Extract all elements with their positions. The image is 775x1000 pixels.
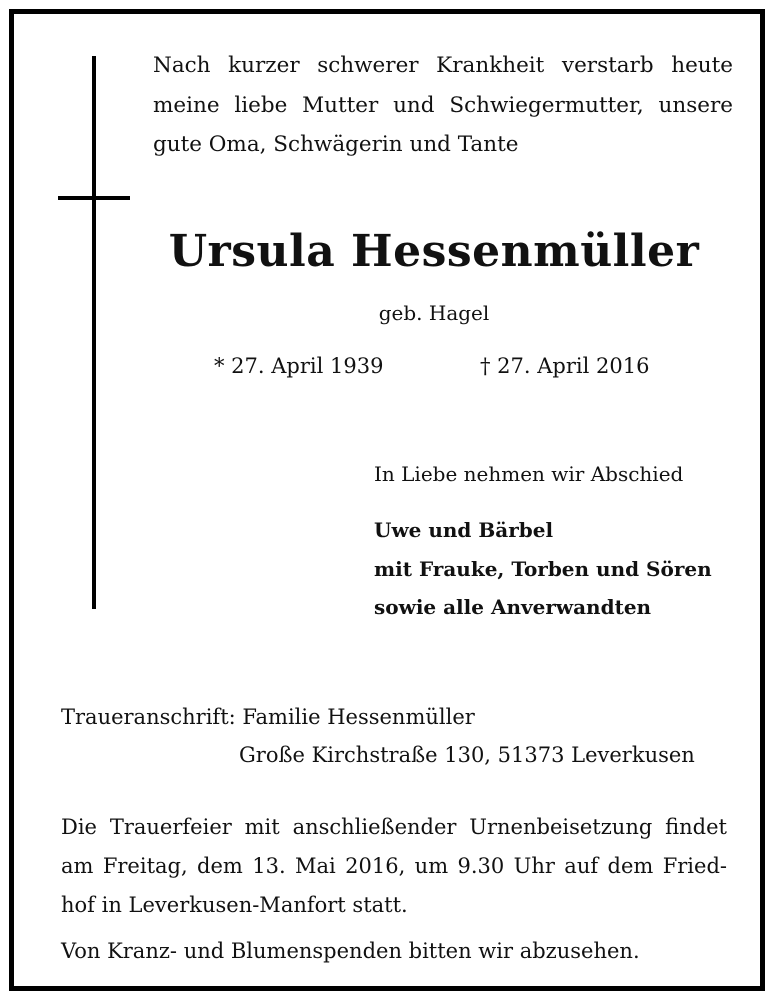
intro-line-2: meine liebe Mutter und Schwiegermutter, unsere bbox=[153, 92, 733, 118]
cross-icon-horizontal-bar bbox=[58, 196, 130, 200]
service-line-2: am Freitag, dem 13. Mai 2016, um 9.30 Uhr auf dem Fried- bbox=[61, 854, 727, 878]
flowers-note: Von Kranz- und Blumenspenden bitten wir abzusehen. bbox=[61, 939, 640, 963]
funeral-service-text bbox=[61, 808, 727, 925]
address-line-2: Große Kirchstraße 130, 51373 Leverkusen bbox=[239, 743, 695, 767]
intro-text bbox=[153, 46, 733, 165]
death-date: † 27. April 2016 bbox=[480, 354, 650, 378]
mourners-line-1: Uwe und Bärbel bbox=[374, 518, 554, 542]
service-line-1: Die Trauerfeier mit anschließender Urnenbeisetzung findet bbox=[61, 815, 727, 839]
intro-line-1: Nach kurzer schwerer Krankheit verstarb heute bbox=[153, 53, 733, 78]
address-line-1: Traueranschrift: Familie Hessenmüller bbox=[61, 705, 475, 729]
obituary-frame bbox=[9, 9, 765, 991]
mourners-list bbox=[374, 511, 712, 627]
service-line-3: hof in Leverkusen-Manfort statt. bbox=[61, 893, 408, 917]
maiden-name: geb. Hagel bbox=[378, 301, 490, 325]
deceased-name: Ursula Hessenmüller bbox=[168, 226, 700, 277]
farewell-text: In Liebe nehmen wir Abschied bbox=[374, 462, 684, 486]
cross-icon-vertical-bar bbox=[92, 56, 96, 609]
mourners-line-2: mit Frauke, Torben und Sören bbox=[374, 556, 712, 581]
mourners-line-3: sowie alle Anverwandten bbox=[374, 595, 652, 619]
intro-line-3: gute Oma, Schwägerin und Tante bbox=[153, 132, 519, 157]
birth-date: * 27. April 1939 bbox=[214, 354, 384, 378]
mourning-address bbox=[61, 698, 695, 774]
